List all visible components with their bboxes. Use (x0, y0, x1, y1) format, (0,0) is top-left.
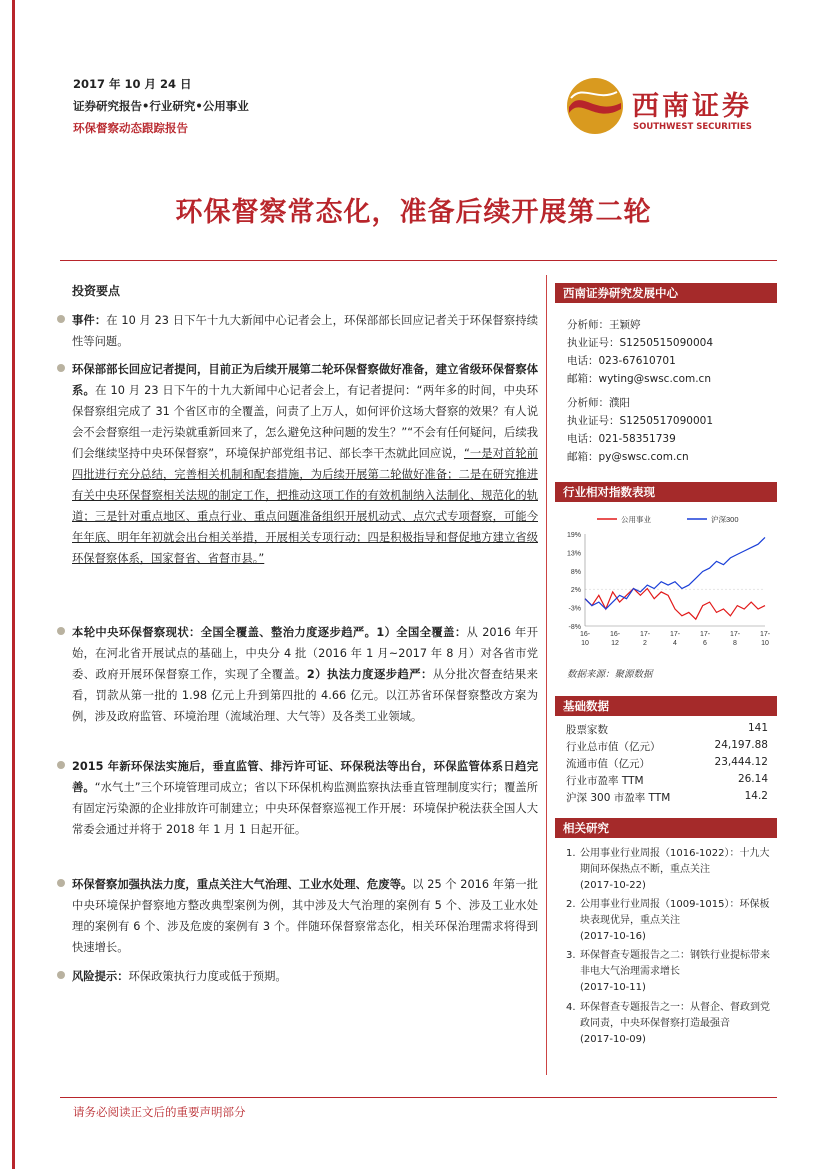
series-line-hs300 (585, 537, 765, 609)
stat-value: 141 (747, 722, 768, 734)
legend-label: 公用事业 (621, 515, 651, 524)
related-num: 1. (566, 848, 576, 859)
analyst-email[interactable]: 邮箱：wyting@swsc.com.cn (567, 373, 711, 385)
bullet-item (72, 966, 538, 987)
legend-label: 沪深300 (711, 515, 739, 524)
left-accent-rule (12, 0, 15, 1169)
page-title: 环保督察常态化，准备后续开展第二轮 (175, 197, 652, 228)
series-line-utilities (585, 589, 765, 620)
y-tick-label: -3% (568, 605, 581, 613)
related-item[interactable] (566, 846, 771, 894)
report-subtitle: 环保督察动态跟踪报告 (73, 121, 188, 135)
related-date: (2017-10-16) (580, 931, 646, 942)
related-item[interactable] (566, 948, 771, 996)
bullet-lead: 事件： (72, 314, 107, 327)
related-item[interactable] (566, 897, 771, 945)
chart-source: 数据来源：聚源数据 (567, 669, 653, 680)
bullet-item (72, 756, 538, 840)
bullet-dot-icon (57, 627, 65, 635)
related-num: 2. (566, 899, 576, 910)
analyst-phone: 电话：021-58351739 (567, 433, 676, 445)
report-category: 证券研究报告•行业研究•公用事业 (73, 99, 249, 113)
analyst-license: 执业证号：S1250517090001 (567, 415, 714, 427)
related-title: 公用事业行业周报（1016-1022）：十九大期间环保热点不断，重点关注 (580, 848, 770, 875)
index-performance-chart (555, 512, 777, 660)
x-tick-label: 17-4 (669, 631, 681, 647)
bullet-dot-icon (57, 879, 65, 887)
bullet-body: 环保政策执行力度或低于预期。 (128, 970, 287, 983)
related-research-title: 相关研究 (555, 818, 777, 838)
analyst-phone: 电话：023-67610701 (567, 355, 676, 367)
x-tick-label: 17-8 (729, 631, 741, 647)
bullet-body: 从 2016 年开始，在河北省开展试点的基础上，中央分 4 批（2016 年 1 月~2017 年 8 月）对各省市党委、政府开展环保督察工作，实现了全覆盖。 (72, 626, 538, 681)
bullet-dot-icon (57, 315, 65, 323)
related-title: 环保督查专题报告之一：从督企、督政到党政同责，中央环保督察打造最强音 (580, 1002, 770, 1029)
basic-data-title: 基础数据 (555, 696, 777, 716)
related-date: (2017-10-22) (580, 880, 646, 891)
x-tick-label: 17-2 (639, 631, 651, 647)
y-tick-label: 2% (570, 587, 581, 595)
bullet-body: 以 25 个 2016 年第一批中央环境保护督察地方整改典型案例为例，其中涉及大气治理的案例有 5 个、涉及工业水处理的案例有 6 个、涉及危废的案例有 3 个。伴随环保督察常态化，相关环保治理需求将得到快速增长。 (72, 878, 538, 954)
y-tick-label: -8% (568, 624, 581, 631)
stat-label: 流通市值（亿元） (566, 758, 650, 770)
chart-section-title: 行业相对指数表现 (555, 482, 777, 502)
related-num: 4. (566, 1002, 576, 1013)
y-tick-label: 19% (566, 532, 581, 539)
bullet-dot-icon (57, 971, 65, 979)
bullet-lead: 本轮中央环保督察现状：全国全覆盖、整治力度逐步趋严。1）全国全覆盖： (72, 626, 467, 639)
x-tick-label: 16-10 (579, 631, 591, 647)
related-title: 公用事业行业周报（1009-1015）：环保板块表现优异，重点关注 (580, 899, 770, 926)
y-tick-label: 13% (566, 550, 581, 558)
footer-divider (60, 1097, 777, 1098)
bullet-lead: 环保部部长回应记者提问，目前正为后续开展第二轮环保督察做好准备，建立省级环保督察体系。 (72, 363, 538, 397)
analyst-license: 执业证号：S1250515090004 (567, 337, 714, 349)
related-title: 环保督查专题报告之二：钢铁行业提标带来非电大气治理需求增长 (580, 950, 770, 977)
stat-value: 24,197.88 (714, 739, 768, 751)
bullet-lead: 2015 年新环保法实施后，垂直监管、排污许可证、环保税法等出台，环保监管体系日趋完善。 (72, 760, 538, 794)
stat-label: 行业市盈率 TTM (566, 775, 644, 787)
stat-label: 股票家数 (566, 724, 608, 736)
logo-name-en: SOUTHWEST SECURITIES (633, 122, 752, 132)
bullet-body: “水气土”三个环境管理司成立；省以下环保机构监测监察执法垂直管理制度实行；覆盖所有固定污染源的企业排放许可制建立；中央环保督察巡视工作开展：环境保护税法获全国人大常委会通过并将于 2018 年 1 月 1 日起开征。 (72, 781, 538, 836)
y-tick-label: 8% (570, 568, 581, 576)
bullet-body: 在 10 月 23 日下午的十九大新闻中心记者会上，有记者提问：“两年多的时间，中央环保督察组完成了 31 个省区市的全覆盖，问责了上万人，如何评价这场大督察的效果？有人说会不会督察组一走污染就重新回来了，怎么避免这种问题的发生？”“不会有任何疑问，后续我们会继续坚持中央环保督察”，环境保护部党组书记、部长李干杰就此回应说， (72, 384, 538, 460)
bullet-item (72, 622, 538, 727)
stat-value: 23,444.12 (714, 756, 768, 768)
bullet-item (72, 359, 538, 569)
x-tick-label: 16-12 (609, 631, 621, 647)
bullet-dot-icon (57, 364, 65, 372)
related-date: (2017-10-09) (580, 1034, 646, 1045)
stat-label: 行业总市值（亿元） (566, 741, 661, 753)
bullet-lead-2: 2）执法力度逐步趋严： (306, 668, 433, 681)
x-tick-label: 17-6 (699, 631, 711, 647)
bullet-item (72, 310, 538, 352)
related-date: (2017-10-11) (580, 982, 646, 993)
analyst-email[interactable]: 邮箱：py@swsc.com.cn (567, 451, 689, 463)
bullet-quote-underlined: “一是对首轮前四批进行充分总结，完善相关机制和配套措施，为后续开展第二轮做好准备；二是在研究推进有关中央环保督察相关法规的制定工作，把推动这项工作的有效机制纳入法制化、规范化的轨道；三是针对重点地区、重点行业、重点问题准备组织开展机动式、点穴式专项督察，可能今年年底、明年年初就会出台相关举措，开展相关专项行动；四是积极指导和督促地方建立省级环保督察体系，国家督省、省督市县。” (72, 447, 539, 565)
column-divider (546, 275, 547, 1075)
related-num: 3. (566, 950, 576, 961)
bullet-item (72, 874, 538, 958)
research-center-title: 西南证券研究发展中心 (555, 283, 777, 303)
title-divider (60, 260, 777, 261)
bullet-dot-icon (57, 761, 65, 769)
bullet-body: 在 10 月 23 日下午十九大新闻中心记者会上，环保部部长回应记者关于环保督察持续性等问题。 (72, 314, 538, 348)
stat-value: 14.2 (744, 790, 768, 802)
related-item[interactable] (566, 1000, 771, 1048)
analyst-name: 分析师：王颖婷 (567, 319, 641, 331)
section-heading: 投资要点 (72, 284, 121, 298)
stat-label: 沪深 300 市盈率 TTM (566, 792, 671, 804)
footer-disclaimer[interactable]: 请务必阅读正文后的重要声明部分 (73, 1105, 246, 1119)
x-tick-label: 17-10 (759, 631, 771, 647)
bullet-lead: 环保督察加强执法力度，重点关注大气治理、工业水处理、危废等。 (72, 878, 413, 891)
bullet-lead: 风险提示： (72, 970, 129, 983)
report-date: 2017 年 10 月 24 日 (73, 77, 192, 91)
southwest-logo-icon (565, 76, 625, 136)
bullet-body-2: 从分批次督查结果来看，罚款从第一批的 1.98 亿元上升到第四批的 4.66 亿元。以江苏省环保督察整改方案为例，涉及政府监管、环境治理（流域治理、大气等）及各类工业领域。 (72, 668, 538, 723)
analyst-name: 分析师：濮阳 (567, 397, 630, 409)
logo-name-cn: 西南证券 (632, 91, 752, 122)
stat-value: 26.14 (737, 773, 768, 785)
